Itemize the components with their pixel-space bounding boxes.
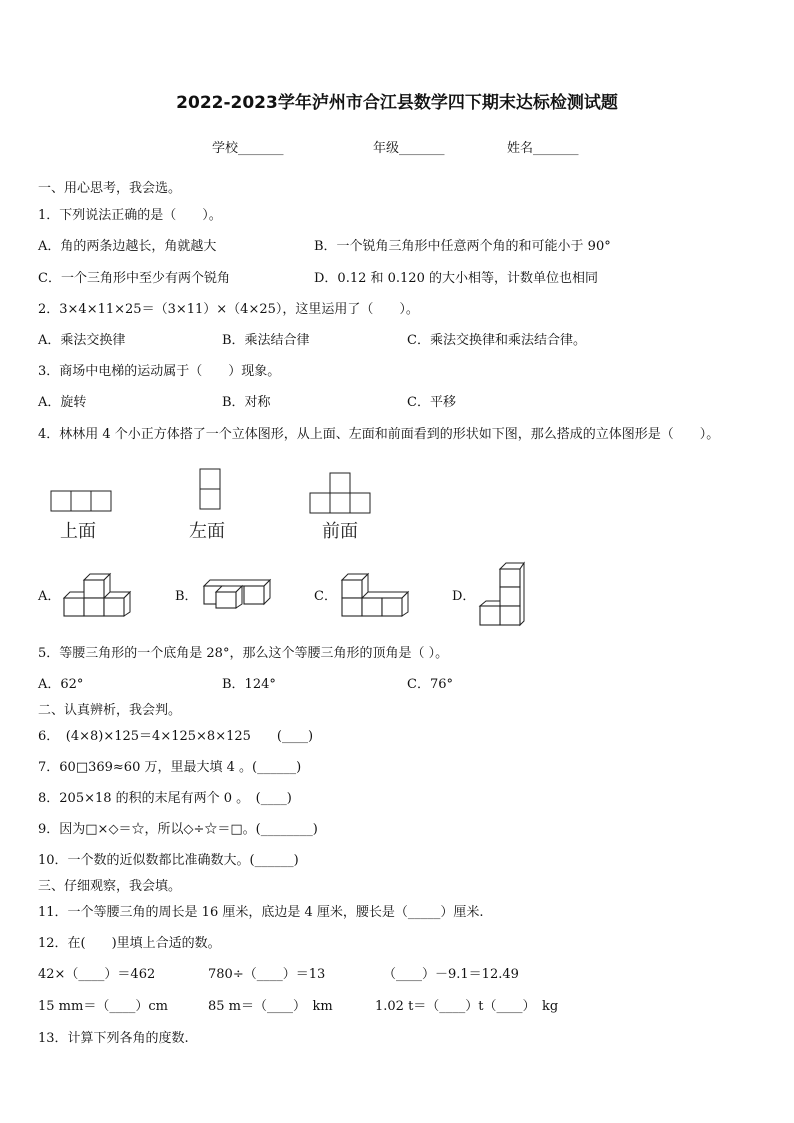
grade-field: 年级_______ (373, 141, 445, 156)
question-12-blank: 15 mm＝（____）cm (38, 999, 168, 1014)
section-heading: 二、认真辨析，我会判。 (38, 703, 182, 718)
question-1-option-c: C．一个三角形中至少有两个锐角 (38, 271, 230, 286)
question-4-option-d: D． (452, 589, 476, 604)
question-12-blank: 780÷（____）＝13 (208, 967, 326, 982)
page-title: 2022-2023学年泸州市合江县数学四下期末达标检测试题 (176, 93, 618, 113)
left-view-label: 左面 (189, 521, 225, 542)
question-13: 13．计算下列各角的度数. (38, 1031, 189, 1046)
question-12-stem: 12．在( )里填上合适的数。 (38, 936, 221, 951)
question-1-option-b: B．一个锐角三角形中任意两个角的和可能小于 90° (314, 239, 611, 254)
front-view-label: 前面 (322, 521, 358, 542)
question-12-blank: 1.02 t＝（____）t（____） kg (375, 999, 559, 1014)
question-1-option-d: D．0.12 和 0.120 的大小相等，计数单位也相同 (314, 271, 598, 286)
question-10: 10．一个数的近似数都比准确数大。(______) (38, 853, 299, 868)
question-3-option-b: B．对称 (222, 395, 271, 410)
top-view-label: 上面 (60, 521, 96, 542)
question-5-option-a: A．62° (38, 677, 84, 692)
question-5-option-b: B．124° (222, 677, 276, 692)
question-2-option-b: B．乘法结合律 (222, 333, 310, 348)
question-4-option-b: B． (175, 589, 198, 604)
question-1-option-a: A．角的两条边越长，角就越大 (38, 239, 217, 254)
option-a-cube-figure (62, 570, 134, 618)
question-4-option-c: C． (314, 589, 337, 604)
question-3-option-c: C．平移 (407, 395, 456, 410)
question-3-stem: 3．商场中电梯的运动属于（ ）现象。 (38, 364, 281, 379)
question-5-stem: 5．等腰三角形的一个底角是 28°，那么这个等腰三角形的顶角是（ ）。 (38, 646, 449, 661)
question-2-option-a: A．乘法交换律 (38, 333, 126, 348)
question-5-option-c: C．76° (407, 677, 453, 692)
question-3-option-a: A．旋转 (38, 395, 87, 410)
question-6: 6． (4×8)×125＝4×125×8×125 (____) (38, 729, 314, 744)
school-field: 学校_______ (212, 141, 284, 156)
section-heading: 三、仔细观察，我会填。 (38, 879, 182, 894)
front-view-figure (309, 472, 373, 514)
question-12-blank: 42×（____）＝462 (38, 967, 156, 982)
question-11: 11．一个等腰三角的周长是 16 厘米，底边是 4 厘米，腰长是（_____）厘米. (38, 905, 484, 920)
question-12-blank: 85 m＝（____） km (208, 999, 333, 1014)
question-2-option-c: C．乘法交换律和乘法结合律。 (407, 333, 586, 348)
question-1-stem: 1．下列说法正确的是（ ）。 (38, 208, 222, 223)
question-4-option-a: A． (38, 589, 61, 604)
question-7: 7．60□369≈60 万，里最大填 4 。(______) (38, 760, 302, 775)
left-view-figure (198, 468, 222, 512)
top-view-figure (50, 489, 114, 513)
question-4-stem: 4．林林用 4 个小正方体搭了一个立体图形，从上面、左面和前面看到的形状如下图，那么搭成的立体图形是（ ）。 (38, 427, 720, 442)
option-b-cube-figure (202, 576, 274, 612)
section-heading: 一、用心思考，我会选。 (38, 181, 182, 196)
question-2-stem: 2．3×4×11×25＝（3×11）×（4×25），这里运用了（ ）。 (38, 302, 419, 317)
option-d-cube-figure (478, 561, 528, 627)
question-9: 9．因为□×◇＝☆，所以◇÷☆＝□。(________) (38, 822, 318, 837)
option-c-cube-figure (340, 572, 412, 620)
name-field: 姓名_______ (507, 141, 579, 156)
question-12-blank: （____）－9.1＝12.49 (383, 967, 519, 982)
question-8: 8．205×18 的积的末尾有两个 0 。 (____) (38, 791, 292, 806)
